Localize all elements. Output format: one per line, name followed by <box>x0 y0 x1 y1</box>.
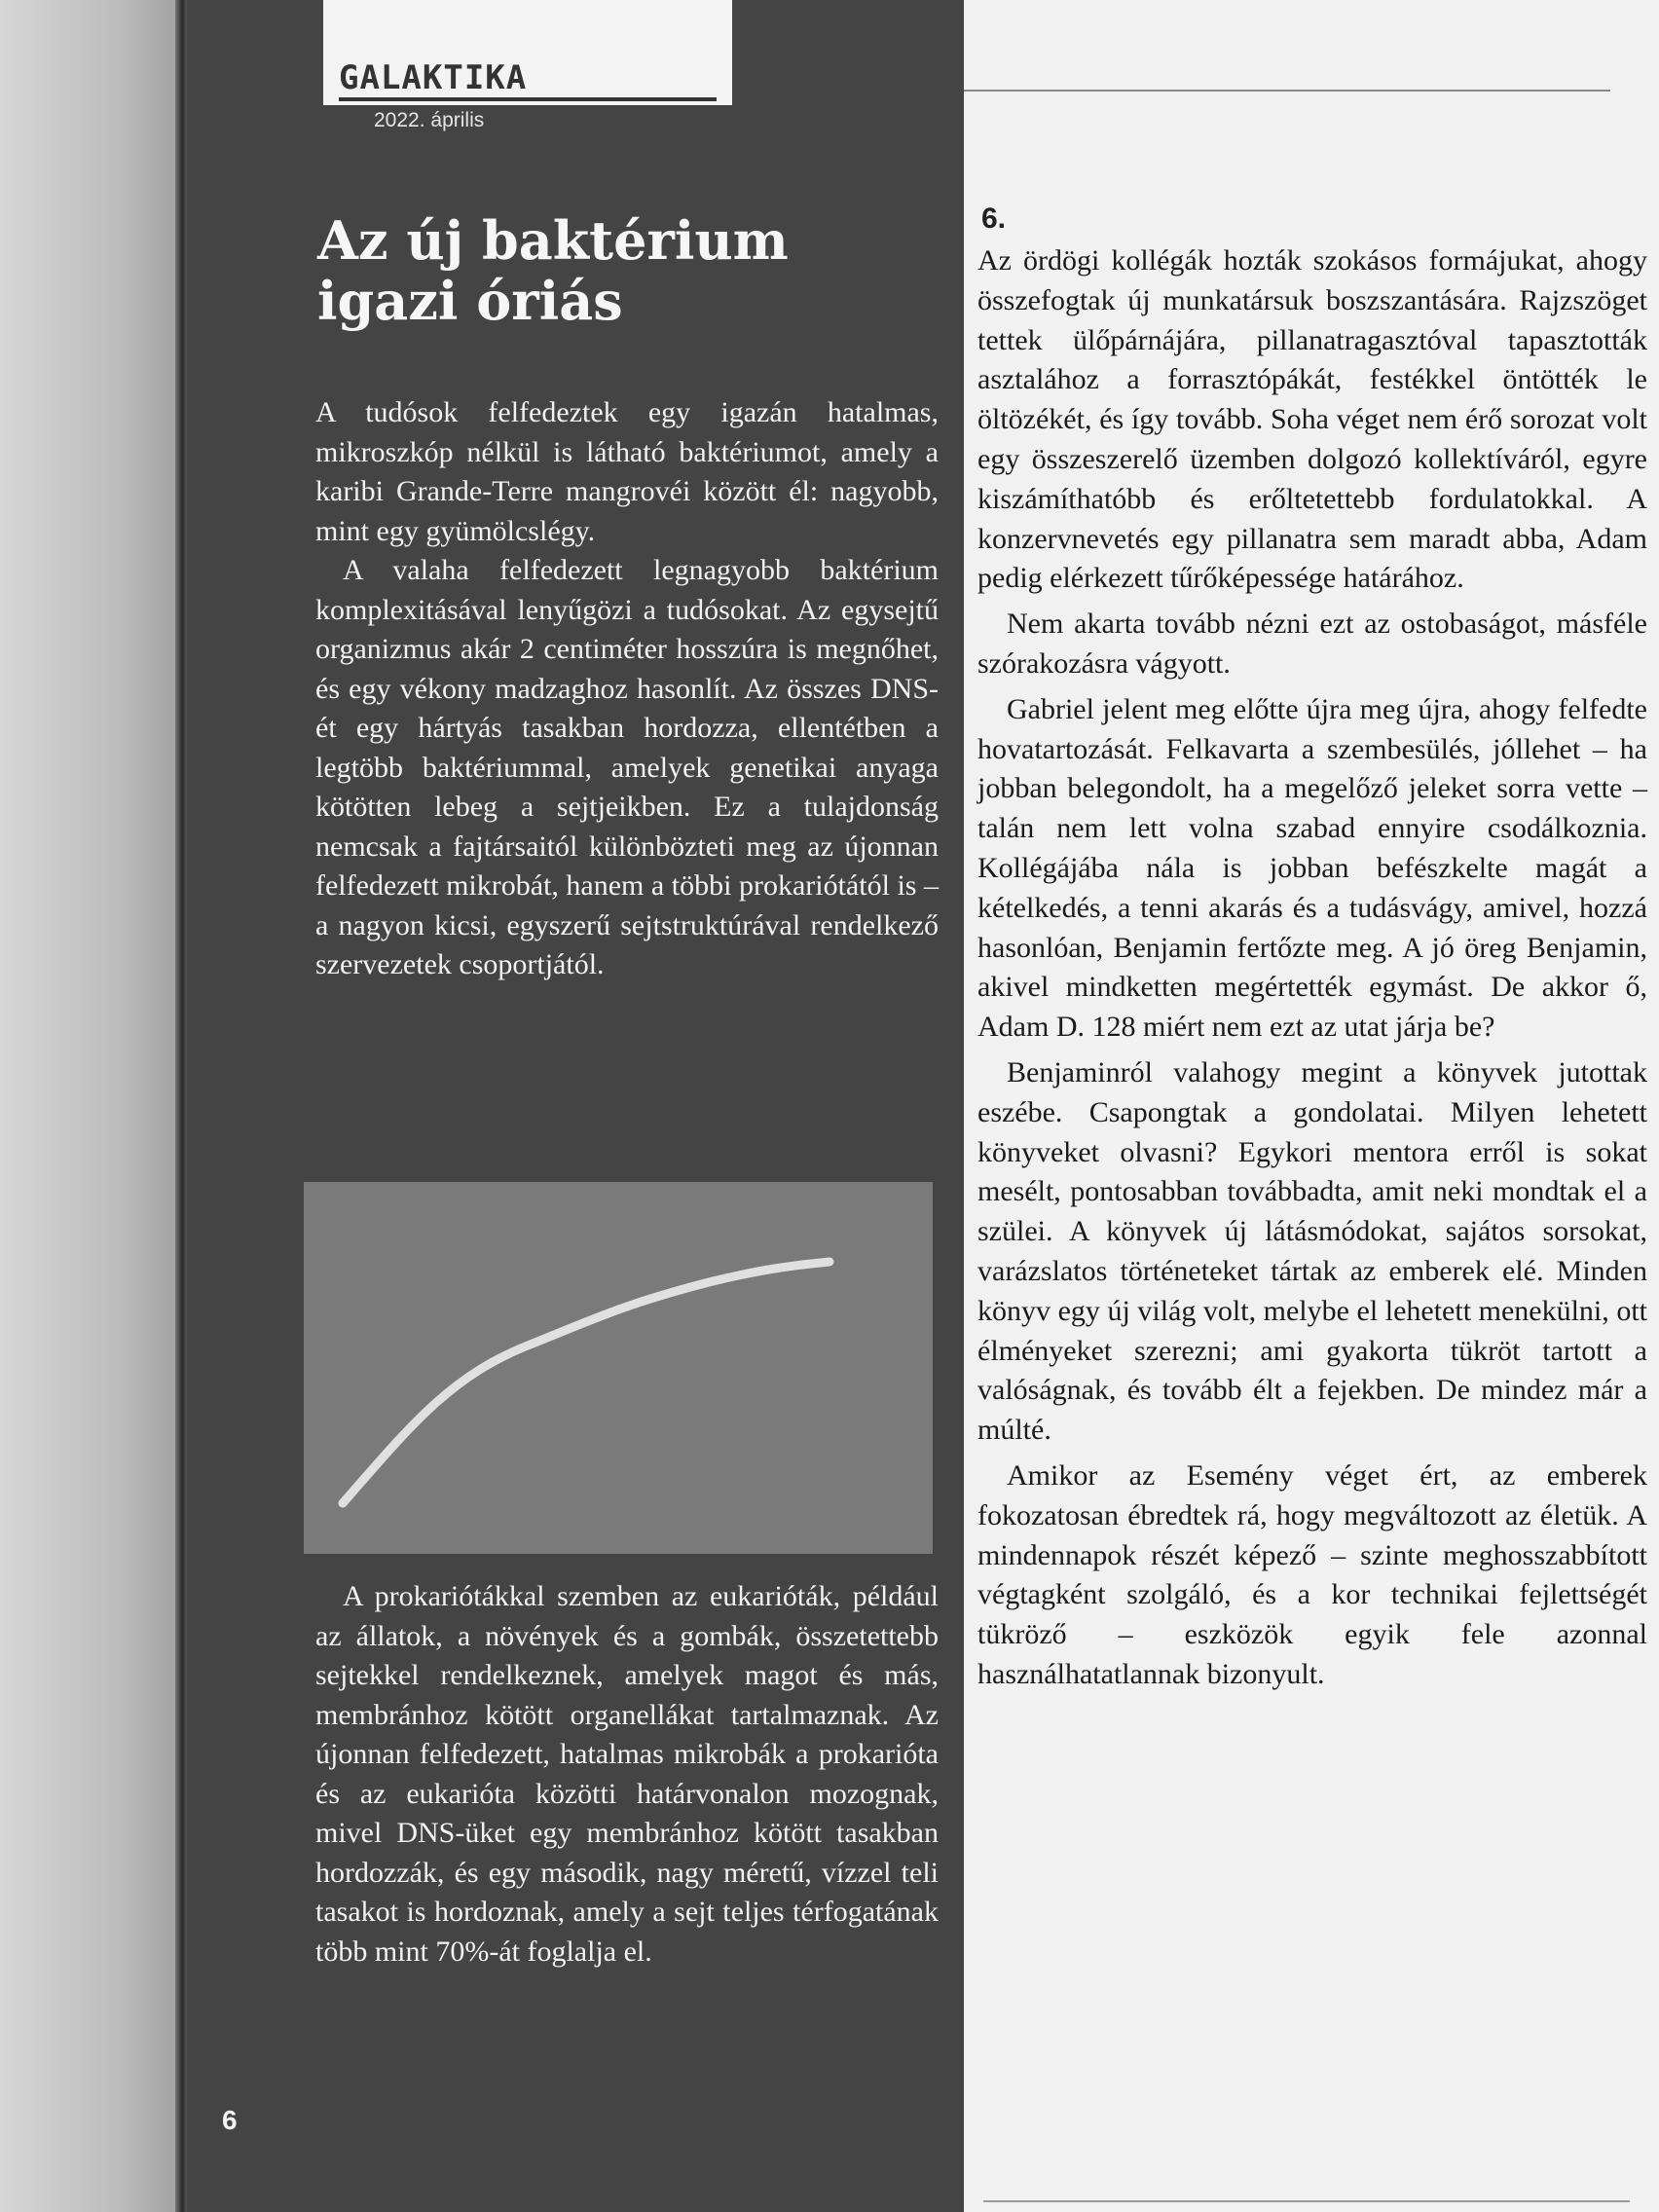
title-line: igazi óriás <box>317 270 623 332</box>
bacterium-photo <box>304 1182 933 1554</box>
table-background <box>0 0 195 2212</box>
story-text <box>977 241 1647 1701</box>
magazine-name: GALAKTIKA <box>339 58 528 97</box>
paragraph: Az ördögi kollégák hozták szokásos formájukat, ahogy összefogtak új munkatársuk boszszantására. Rajzszöget tettek ülőpárnájára, pillanatragasztóval tapasztották asztalához a forrasztópákát, festékkel öntötték le öltözékét, és így tovább. Soha véget nem érő sorozat volt egy összeszerelő üzemben dolgozó kollektíváról, egyre kiszámíthatóbb és erőltetettebb fordulatokkal. A konzervnevetés egy pillanatra sem maradt abba, Adam pedig elérkezett tűrőképessége határához. <box>977 244 1647 595</box>
page-number: 6 <box>222 2105 238 2135</box>
footer-rule <box>983 2200 1630 2202</box>
paragraph: Amikor az Esemény véget ért, az emberek fokozatosan ébredtek rá, hogy megváltozott az életük. A mindennapok részét képező – szinte meghosszabbított végtagként szolgáló, és a kor technikai fejlettségét tükröző – eszközök egyik fele azonnal használhatatlannak bizonyult. <box>977 1458 1647 1690</box>
paragraph: A tudósok felfedeztek egy igazán hatalmas, mikroszkóp nélkül is látható baktériumot, amely a karibi Grande-Terre mangrovéi között él: nagyobb, mint egy gyümölcslégy. <box>315 396 939 547</box>
article-intro <box>315 393 939 985</box>
paragraph: Gabriel jelent meg előtte újra meg újra, ahogy felfedte hovatartozását. Felkavarta a szembesülés, jóllehet – ha jobban belegondolt, ha a megelőző jeleket sorra vette – talán nem lett volna szabad ennyire csodálkoznia. Kollégájába nála is jobban befészkelte magát a kételkedés, a tenni akarás és a tudásvágy, amivel, hozzá hasonlóan, Benjamin fertőzte meg. A jó öreg Benjamin, akivel mindketten megértették egymást. De akkor ő, Adam D. 128 miért nem ezt az utat járja be? <box>977 692 1647 1044</box>
left-page <box>187 0 964 2212</box>
paragraph: A prokariótákkal szemben az eukarióták, például az állatok, a növények és a gombák, összetettebb sejtekkel rendelkeznek, amelyek magot és más, membránhoz kötött organellákat tartalmaznak. Az újonnan felfedezett, hatalmas mikrobák a prokarióta és az eukarióta közötti határvonalon mozognak, mivel DNS-üket egy membránhoz kötött tasakban hordozzák, és egy második, nagy méretű, vízzel teli tasakot is hordoznak, amely a sejt teljes térfogatának több mint 70%-át foglalja el. <box>315 1580 939 1968</box>
bacterium-filament-image <box>304 1182 933 1554</box>
article-continued <box>315 1577 939 1972</box>
right-page <box>964 0 1659 2212</box>
title-line: Az új baktérium <box>317 209 789 272</box>
logo-underline <box>339 97 717 101</box>
paragraph: Benjaminról valahogy megint a könyvek jutottak eszébe. Csapongtak a gondolatai. Milyen lehetett könyveket olvasni? Egykori mentora erről is sokat mesélt, pontosabban továbbadta, amit neki mondtak el a szülei. A könyvek új látásmódokat, sajátos sorsokat, varázslatos történeteket tártak az emberek elé. Minden könyv egy új világ volt, melybe el lehetett menekülni, ott élményeket szerezni; ami gyakorta tükröt tartott a valóságnak, és tovább élt a fejekben. De mindez már a múlté. <box>977 1055 1647 1447</box>
paragraph: Nem akarta tovább nézni ezt az ostobaságot, másféle szórakozásra vágyott. <box>977 608 1647 680</box>
chapter-number: 6. <box>981 203 1007 235</box>
paragraph: A valaha felfedezett legnagyobb baktérium komplexitásával lenyűgözi a tudósokat. Az egysejtű organizmus akár 2 centiméter hosszúra is megnőhet, és egy vékony madzaghoz hasonlít. Az összes DNS-ét egy hártyás tasakban hordozza, ellentétben a legtöbb baktériummal, amelyek genetikai anyaga kötötten lebeg a sejtjeikben. Ez a tulajdonság nemcsak a fajtársaitól különbözteti meg az újonnan felfedezett mikrobát, hanem a többi prokariótától is – a nagyon kicsi, egyszerű sejtstruktúrával rendelkező szervezetek csoportjától. <box>315 554 939 980</box>
article-title <box>317 210 921 331</box>
header-rule <box>964 90 1610 92</box>
issue-date: 2022. április <box>374 109 485 131</box>
book-spine <box>175 0 187 2212</box>
magazine-logo <box>323 0 732 105</box>
